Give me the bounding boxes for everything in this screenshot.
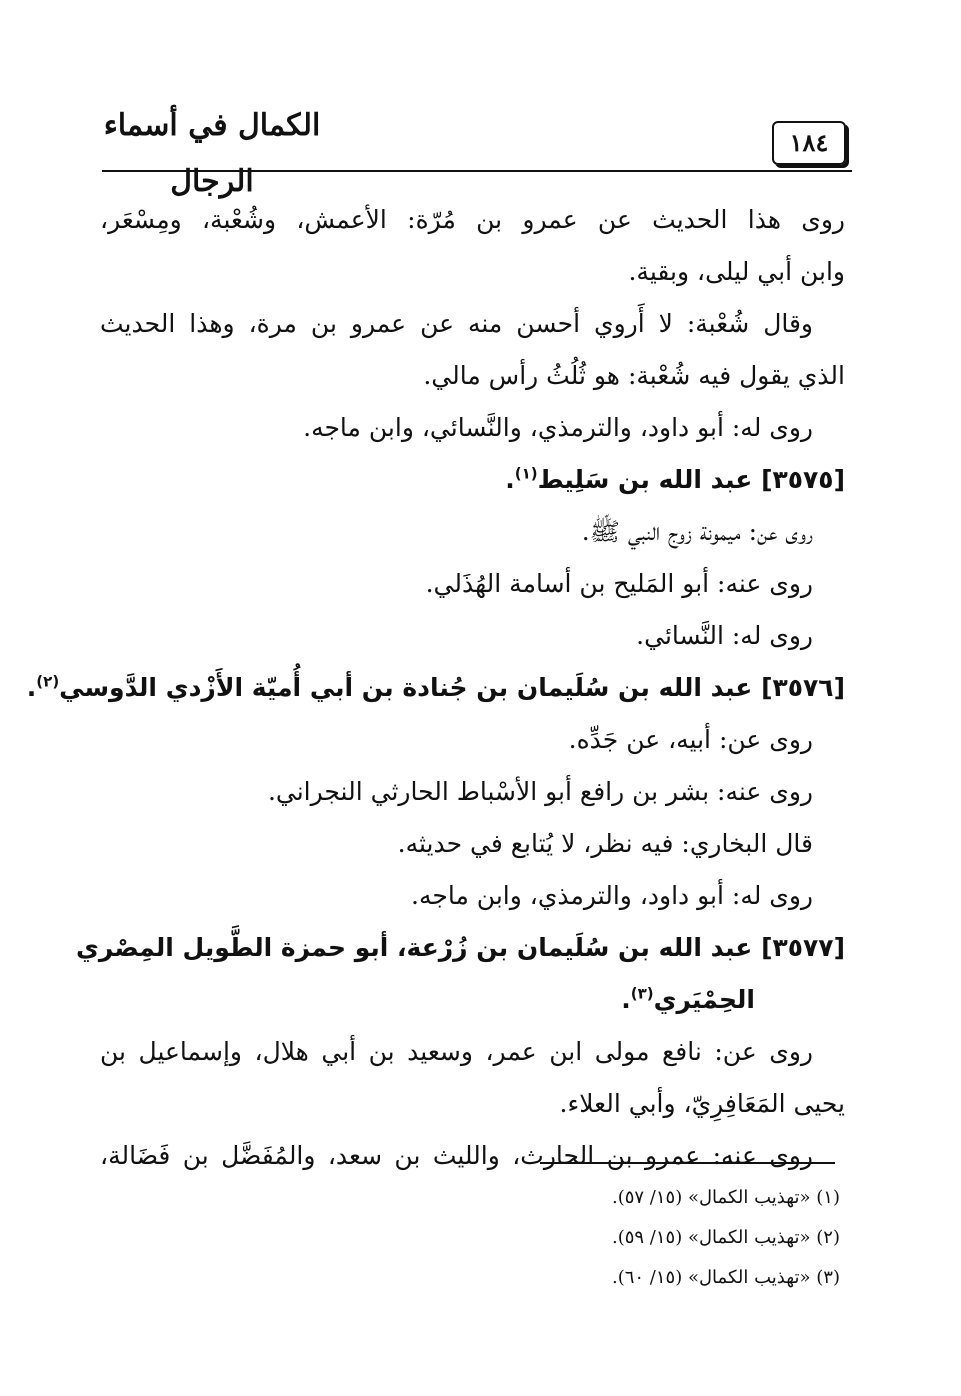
running-header-title: الكمال في أسماء الرجال [103, 108, 321, 199]
text-line: روى عن: ميمونة زوج النبي ﷺ. [581, 517, 813, 546]
text-line: الذي يقول فيه شُعْبة: هو ثُلُثُ رأس مالي. [423, 361, 845, 390]
entry-heading-3577-cont [100, 974, 845, 1026]
text-line: روى عنه: أبو المَليح بن أسامة الهُذَلي. [425, 569, 813, 598]
page-number-box [772, 121, 846, 165]
text-line: روى هذا الحديث عن عمرو بن مُرّة: الأعمش، وشُعْبة، ومِسْعَر، [100, 205, 845, 234]
entry-heading-text: [٣٥٧٥] عبد الله بن سَلِيط [537, 465, 845, 494]
footnote: (١) «تهذيب الكمال» (١٥/ ٥٧). [611, 1187, 840, 1208]
footnote-marker: (١) [514, 464, 538, 483]
page-number: ١٨٤ [789, 128, 829, 157]
text-line: روى عن: نافع مولى ابن عمر، وسعيد بن أبي هلال، وإسماعيل بن [100, 1037, 813, 1066]
text-line: روى عنه: عمرو بن الحارث، والليث بن سعد، والمُفَضَّل بن فَضَالة، [100, 1141, 813, 1170]
text-line: روى عن: أبيه، عن جَدِّه. [568, 725, 813, 754]
header-rule [102, 170, 852, 172]
footnote-rule [540, 1162, 835, 1164]
entry-heading-3576 [26, 662, 845, 714]
heading-period: . [621, 985, 631, 1014]
text-line: روى عنه: بشر بن رافع أبو الأسْباط الحارثي النجراني. [267, 777, 813, 806]
footnote: (٢) «تهذيب الكمال» (١٥/ ٥٩). [611, 1227, 840, 1248]
footnotes [300, 1178, 840, 1298]
entry-heading-3577: [٣٥٧٧] عبد الله بن سُلَيمان بن زُرْعة، أبو حمزة الطَّويل المِصْري [76, 933, 845, 962]
text-line: روى له: النَّسائي. [636, 621, 813, 650]
entry-heading-3575 [100, 454, 845, 506]
footnote-marker: (٣) [630, 984, 654, 1003]
entry-heading-text: [٣٥٧٦] عبد الله بن سُلَيمان بن جُنادة بن أبي أُميّة الأَزْدي الدَّوسي [59, 673, 845, 702]
main-text [26, 194, 845, 1182]
footnote-marker: (٢) [36, 672, 60, 691]
footnote: (٣) «تهذيب الكمال» (١٥/ ٦٠). [611, 1267, 840, 1288]
text-line: روى له: أبو داود، والترمذي، والنَّسائي، وابن ماجه. [303, 413, 813, 442]
text-line: وابن أبي ليلى، وبقية. [628, 257, 845, 286]
entry-heading-text: الحِمْيَري [653, 985, 755, 1014]
text-line: يحيى المَعَافِرِيّ، وأبي العلاء. [559, 1089, 845, 1118]
text-line: وقال شُعْبة: لا أَروي أحسن منه عن عمرو بن مرة، وهذا الحديث [100, 309, 813, 338]
heading-period: . [505, 465, 515, 494]
text-line: روى له: أبو داود، والترمذي، وابن ماجه. [411, 881, 813, 910]
heading-period: . [26, 673, 37, 702]
text-line: قال البخاري: فيه نظر، لا يُتابع في حديثه. [397, 829, 813, 858]
